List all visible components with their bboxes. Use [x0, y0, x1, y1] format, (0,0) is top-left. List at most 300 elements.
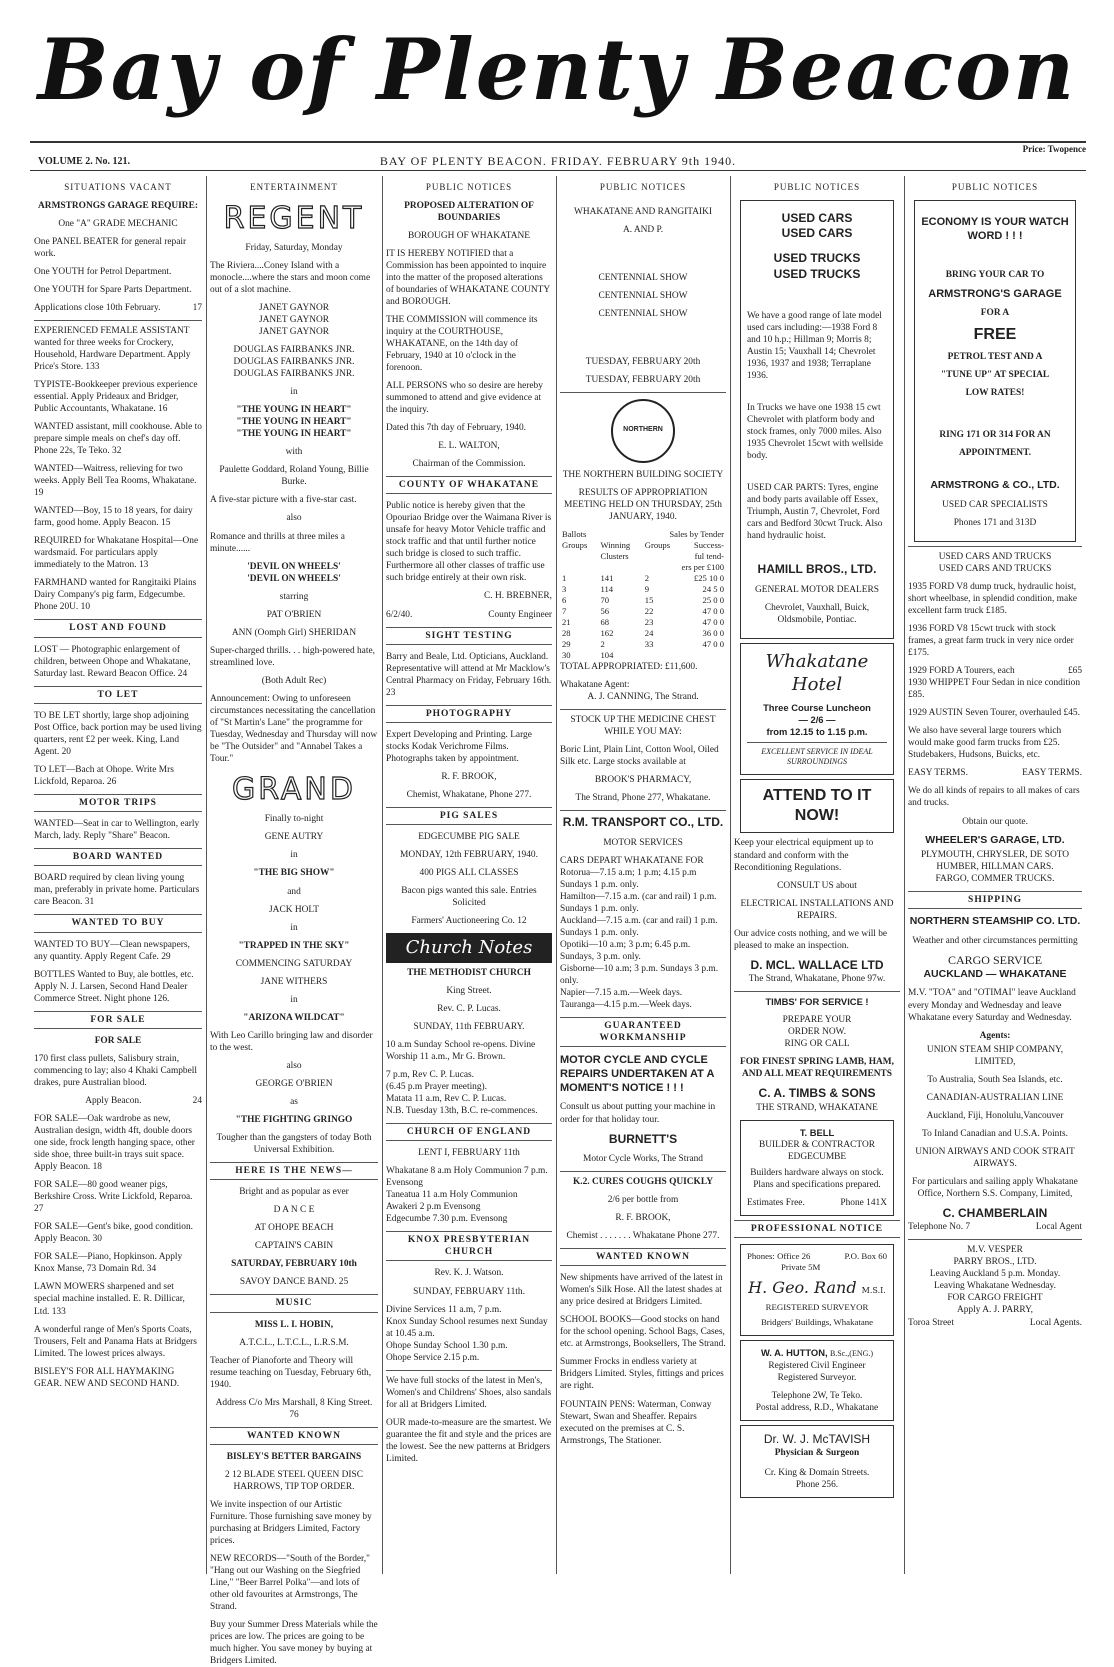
- notice-text: Bacon pigs wanted this sale. Entries Solicited: [401, 886, 537, 909]
- church-text: (6.45 p.m Prayer meeting).: [386, 1081, 488, 1092]
- car-listing: 1929 AUSTIN Seven Tourer, overhauled £45.: [908, 708, 1080, 719]
- column-divider: [556, 176, 557, 1574]
- table-cell: 33: [644, 638, 654, 649]
- ad-text: EDGECUMBE: [787, 1151, 847, 1162]
- notice-text: County Engineer: [488, 609, 552, 620]
- listing-text: also: [286, 1060, 302, 1071]
- ad-text: M.S.I.: [861, 1285, 886, 1295]
- ad-heading: HAMILL BROS., LTD.: [757, 562, 877, 577]
- listing-text: Announcement: Owing to unforeseen circumstances necessitating the cancellation of "St Martin's Lane" the programme for Tuesday, Wednesday and Thursday will now be "The Outsider" and "Annabel Takes a Tour.": [210, 693, 378, 764]
- column-public-notices-3: [734, 178, 900, 1573]
- listing-text: Buy your Summer Dress Materials while the prices are low. The prices are going to be much higher. You save money by buying at Bridgers Limited.: [210, 1620, 378, 1667]
- notice-text: We have full stocks of the latest in Men's, Women's and Childrens' Shoes, also sandals for all at Bridgers Limited.: [386, 1375, 552, 1410]
- section-heading: PUBLIC NOTICES: [599, 182, 687, 192]
- ad-text: EASY TERMS.: [908, 768, 968, 779]
- ad-text: Auckland, Fiji, Honolulu,Vancouver: [926, 1110, 1064, 1121]
- table-cell: 9: [644, 583, 650, 594]
- ad-text: UNION STEAM SHIP COMPANY, LIMITED,: [926, 1044, 1064, 1067]
- listing-text: Teacher of Pianoforte and Theory will resume teaching on Tuesday, February 6th, 1940.: [210, 1355, 372, 1390]
- section-heading: WANTED TO BUY: [34, 914, 202, 932]
- ad-heading: Dr. W. J. McTAVISH: [763, 1431, 871, 1446]
- listing-text: DOUGLAS FAIRBANKS JNR.: [233, 345, 355, 356]
- newspaper-title: Bay of Plenty Beacon: [37, 20, 1077, 119]
- section-heading: WANTED KNOWN: [210, 1427, 378, 1445]
- table-cell: 7: [562, 605, 567, 616]
- church-text: Rev. K. J. Watson.: [434, 1268, 504, 1279]
- notice-text: 2/6 per bottle from: [607, 1194, 679, 1205]
- notice-text: THE COMMISSION will commence its inquiry at the COURTHOUSE, WHAKATANE, on the 14th day of February, 1940 at 10 o'clock in the forenoon.: [386, 314, 538, 373]
- listing-text: Romance and thrills at three miles a minute......: [210, 531, 345, 554]
- ad-text: THE STRAND, WHAKATANE: [756, 1102, 878, 1113]
- classified-ad: WANTED TO BUY—Clean newspapers, any quantity. Apply Regent Cafe.: [34, 939, 190, 962]
- ad-text: B.Sc.,(ENG.): [829, 1348, 874, 1358]
- church-text: Rev. C. P. Lucas.: [437, 1003, 501, 1014]
- ad-heading: ARMSTRONG & CO., LTD.: [930, 479, 1060, 492]
- notice-text: Motor Cycle Works, The Strand: [583, 1153, 703, 1164]
- listing-text: with: [285, 447, 303, 458]
- table-cell: 24: [644, 627, 654, 638]
- table-row: [560, 584, 726, 595]
- hotel-name: Whakatane Hotel: [765, 650, 869, 695]
- notice-heading: MOTOR CYCLE AND CYCLE REPAIRS UNDERTAKEN AT A MOMENT'S NOTICE ! ! !: [560, 1054, 714, 1095]
- listing-text: NEW RECORDS—"South of the Border," "Hang out our Washing on the Siegfried Line," "Beer Barrel Polka"—and lots of other old favourites at Armstrongs, The Strand.: [210, 1554, 370, 1613]
- ad-text: EASY TERMS.: [1022, 768, 1082, 779]
- table-row: [560, 573, 726, 584]
- notice-text: CENTENNIAL SHOW: [598, 272, 688, 283]
- table-cell: 162: [600, 627, 614, 638]
- ad-heading: USED TRUCKS: [773, 251, 861, 266]
- ad-number: 133: [85, 361, 100, 372]
- column-divider: [382, 176, 383, 1574]
- church-text: King Street.: [446, 985, 492, 996]
- section-heading: PUBLIC NOTICES: [425, 182, 513, 192]
- church-text: N.B. Tuesday 13th, B.C. re-commences.: [386, 1105, 538, 1116]
- listing-text: JANET GAYNOR: [258, 303, 330, 314]
- ad-text: FOR CARGO FREIGHT: [947, 1293, 1043, 1304]
- classified-ad: BOTTLES Wanted to Buy, ale bottles, etc. Apply N. J. Larsen, Second Hand Dealer Commerce Street. Night phone 126.: [34, 969, 194, 1004]
- section-heading: COUNTY OF WHAKATANE: [386, 476, 552, 494]
- table-row: [560, 606, 726, 617]
- church-heading: CHURCH OF ENGLAND: [386, 1123, 552, 1141]
- notice-text: FOUNTAIN PENS: Waterman, Conway Stewart, Swan and Sheaffer. Repairs executed on the premises at C. S. Armstrongs, The Stationer.: [560, 1399, 712, 1446]
- column-divider: [730, 176, 731, 1574]
- ad-text: GENERAL MOTOR DEALERS: [755, 584, 879, 595]
- notice-text: Summer Frocks in endless variety at Bridgers Limited. Styles, fittings and prices are right.: [560, 1357, 724, 1392]
- regent-logo: REGENT: [223, 200, 365, 236]
- ad-number: 30: [92, 1234, 102, 1245]
- church-text: SUNDAY, 11th FEBRUARY.: [413, 1021, 525, 1032]
- section-heading: FOR SALE: [34, 1011, 202, 1029]
- ad-text: from 12.15 to 1.15 p.m.: [766, 726, 868, 738]
- ad-number: 34: [146, 1264, 157, 1275]
- ad-text: P.O. Box 60: [844, 1251, 887, 1262]
- ad-number: 15: [161, 518, 171, 529]
- ad-heading: M.V. VESPER: [967, 1245, 1023, 1256]
- notice-text: Chairman of the Commission.: [412, 459, 526, 470]
- ad-text: Private 5M: [781, 1262, 821, 1273]
- schedule-line: CARS DEPART WHAKATANE FOR Rotorua—7.15 a.m; 1 p.m; 4.15 p.m Sundays 1 p.m. only.: [560, 855, 704, 890]
- table-cell: [643, 650, 681, 661]
- ad-text: PLYMOUTH, CHRYSLER, DE SOTO HUMBER, HILLMAN CARS.: [920, 849, 1070, 872]
- church-heading: KNOX PRESBYTERIAN CHURCH: [386, 1231, 552, 1261]
- classified-ad: WANTED—Boy, 15 to 18 years, for dairy farm, good home. Apply Beacon.: [34, 506, 193, 529]
- ad-text: USED CAR PARTS: Tyres, engine and body parts available off Essex, Triumph, Austin 7, Chevrolet, Ford cars and Bedford 30cwt Truck. Also hand hydraulic hoist.: [747, 483, 883, 542]
- ad-text: Builders hardware always on stock. Plans and specifications prepared.: [750, 1167, 884, 1190]
- notice-text: New shipments have arrived of the latest in Women's Silk Hose. All the latest shades at any price desired at Bridgers Limited.: [560, 1273, 723, 1308]
- table-cell: [681, 650, 726, 661]
- section-heading: BOARD WANTED: [34, 848, 202, 866]
- film-title: "THE YOUNG IN HEART": [236, 429, 352, 440]
- table-cell: 24 5 0: [702, 583, 724, 594]
- notice-text: R. F. BROOK,: [441, 772, 497, 783]
- table-row: [560, 650, 726, 661]
- table-cell: 47 0 0: [702, 638, 724, 649]
- ad-text: To Inland Canadian and U.S.A. Points.: [922, 1128, 1068, 1139]
- ad-number: 133: [51, 1306, 66, 1317]
- ad-text: We have a good range of late model used cars including:—1938 Ford 8 and 10 h.p.; Hillman 9; Morris 8; Austin 15; Vauxhall 14; Chevrolet 1936, 1937 and 1938; Terraplane 1936.: [747, 310, 882, 382]
- classified-ad: LOST — Photographic enlargement of children, between Ohope and Whakatane, Saturday last. Reward Beacon Office.: [34, 644, 191, 679]
- church-text: Matata 11 a.m, Rev C. P. Lucas.: [386, 1093, 507, 1104]
- classified-ad: BOARD required by clean living young man, preferably in private home. Particulars care Beacon.: [34, 873, 200, 908]
- ad-text: Phones:: [747, 1251, 775, 1262]
- listing-text: CAPTAIN'S CABIN: [254, 1241, 334, 1252]
- volume-number: VOLUME 2. No. 121.: [38, 156, 131, 167]
- ballot-table: [560, 529, 726, 661]
- ad-text: Obtain our quote.: [962, 816, 1028, 827]
- ad-heading: ATTEND TO IT NOW!: [740, 779, 894, 834]
- ad-text: PARRY BROS., LTD.: [953, 1257, 1037, 1268]
- car-listing: We also have several large tourers which would make good farm trucks from £25. Studebakers, Hudsons, Buicks, etc.: [908, 726, 1062, 761]
- ad-number: 24: [192, 1096, 202, 1107]
- dateline-rule: [30, 170, 1086, 171]
- notice-text: TUESDAY, FEBRUARY 20th: [585, 356, 701, 367]
- notice-text: Consult us about putting your machine in order for that holiday tour.: [560, 1102, 716, 1125]
- table-cell: 104: [600, 649, 614, 660]
- table-header: Groups: [562, 539, 588, 550]
- listing-text: SATURDAY, FEBRUARY 10th: [231, 1259, 357, 1270]
- ad-text: Toroa Street: [908, 1317, 954, 1328]
- table-header: Ballots: [562, 528, 587, 539]
- classified-ad: EXPERIENCED FEMALE ASSISTANT wanted for three weeks for Crockery, Household, Hardware Department. Apply Price's Store.: [34, 325, 191, 372]
- section-heading: GUARANTEED WORKMANSHIP: [560, 1017, 726, 1047]
- ad-text: CANADIAN-AUSTRALIAN LINE: [926, 1092, 1064, 1103]
- notice-text: Farmers' Auctioneering Co.: [411, 916, 515, 927]
- listing-text: With Leo Carillo bringing law and disorder to the west.: [210, 1030, 373, 1053]
- classified-ad: TYPISTE-Bookkeeper previous experience essential. Apply Prideaux and Bridger, Public Accountants, Whakatane.: [34, 379, 198, 414]
- notice-heading: K.2. CURES COUGHS QUICKLY: [572, 1176, 714, 1187]
- notice-text: A. J. CANNING, The Strand.: [587, 691, 699, 702]
- church-text: 7 p.m, Rev C. P. Lucas.: [386, 1069, 475, 1080]
- church-text: Awakeri 2 p.m Evensong: [386, 1202, 481, 1213]
- table-cell: 2: [644, 572, 650, 583]
- section-heading: PUBLIC NOTICES: [951, 182, 1039, 192]
- listing-text: GENE AUTRY: [264, 832, 324, 843]
- listing-text: Address C/o Mrs Marshall, 8 King Street.: [215, 1397, 373, 1408]
- notice-heading: PROPOSED ALTERATION OF BOUNDARIES: [404, 200, 534, 223]
- ad-text: REGISTERED SURVEYOR: [765, 1302, 869, 1312]
- section-heading: SITUATIONS VACANT: [64, 182, 172, 192]
- ad-text: FARGO, COMMER TRUCKS.: [935, 874, 1055, 885]
- listing-text: Friday, Saturday, Monday: [245, 242, 343, 253]
- northern-logo: [611, 399, 675, 463]
- ad-text: "TUNE UP" AT SPECIAL: [940, 370, 1050, 381]
- ad-number: 29: [161, 951, 171, 962]
- ad-text: Phone 256.: [795, 1480, 839, 1491]
- ad-text: Registered Civil Engineer: [768, 1360, 866, 1371]
- masthead: [0, 0, 1114, 140]
- film-title: "THE BIG SHOW": [253, 868, 335, 879]
- classified-ad: FOR SALE—Gent's bike, good condition. Apply Beacon.: [34, 1222, 193, 1245]
- film-title: "THE YOUNG IN HEART": [236, 417, 352, 428]
- notice-text: Boric Lint, Plain Lint, Cotton Wool, Oiled Silk etc. Large stocks available at: [560, 745, 719, 768]
- ad-text: One YOUTH for Spare Parts Department.: [34, 284, 192, 295]
- notice-text: MONDAY, 12th FEBRUARY, 1940.: [400, 850, 538, 861]
- section-heading: PUBLIC NOTICES: [773, 182, 861, 192]
- section-heading: PIG SALES: [386, 807, 552, 825]
- ad-number: 76: [289, 1409, 299, 1420]
- ad-text: BRING YOUR CAR TO: [945, 269, 1045, 280]
- ad-text: Registered Surveyor.: [777, 1372, 857, 1383]
- listing-text: Super-charged thrills. . . high-powered hate, streamlined love.: [210, 645, 375, 668]
- notice-text: BROOK'S PHARMACY,: [594, 775, 692, 786]
- notice-text: MOTOR SERVICES: [603, 837, 683, 848]
- ad-heading: USED TRUCKS: [773, 266, 861, 281]
- ad-number: 12: [517, 916, 527, 927]
- church-text: Knox Sunday School resumes next Sunday at 10.45 a.m.: [386, 1316, 548, 1339]
- listing-text: as: [290, 1096, 298, 1107]
- ad-heading: AUCKLAND — WHAKATANE: [923, 968, 1067, 981]
- table-cell: 141: [600, 572, 614, 583]
- ad-text: Phone 141X: [840, 1197, 887, 1208]
- notice-text: WHAKATANE AND RANGITAIKI: [573, 206, 713, 217]
- column-divider: [904, 176, 905, 1574]
- classified-ad: WANTED assistant, mill cookhouse. Able to prepare simple meals on chef's day off. Phone 22s, Te Teko.: [34, 421, 202, 457]
- ad-heading: C. CHAMBERLAIN: [942, 1205, 1048, 1220]
- classified-ad: TO BE LET shortly, large shop adjoining Post Office, back portion may be used living quarters, rent £2 per week. King, Land Agent.: [34, 710, 202, 757]
- notice-text: TOTAL APPROPRIATED: £11,600.: [560, 661, 698, 672]
- car-listing: 1935 FORD V8 dump truck, hydraulic hoist, short wheelbase, in splendid condition, make excellent farm truck £185.: [908, 582, 1077, 617]
- car-listing: 1930 WHIPPET Four Sedan in nice condition £85.: [908, 678, 1081, 701]
- listing-text: GEORGE O'BRIEN: [255, 1078, 333, 1089]
- ad-text: PREPARE YOUR: [782, 1015, 852, 1026]
- listing-text: also: [286, 513, 302, 524]
- film-title: 'DEVIL ON WHEELS': [247, 561, 341, 572]
- notice-text: R. F. BROOK,: [615, 1213, 671, 1223]
- schedule-line: Opotiki—10 a.m; 3 p.m; 6.45 p.m. Sundays, 3 p.m. only.: [560, 939, 691, 962]
- classified-ad: FOR SALE—Piano, Hopkinson. Apply Knox Manse, 73 Domain Rd.: [34, 1252, 183, 1275]
- listing-text: 2 12 BLADE STEEL QUEEN DISC HARROWS, TIP TOP ORDER.: [225, 1469, 363, 1492]
- notice-text: C. H. BREBNER,: [484, 591, 552, 602]
- listing-text: Finally to-night: [264, 814, 324, 825]
- listing-text: and: [287, 886, 301, 897]
- listing-text: A five-star picture with a five-star cast.: [210, 495, 357, 506]
- section-heading: SIGHT TESTING: [386, 627, 552, 645]
- classified-ad: REQUIRED for Whakatane Hospital—One wardsmaid. For particulars apply immediately to the Matron.: [34, 536, 199, 571]
- table-header: ers per £100: [681, 561, 724, 572]
- ad-text: M.V. "TOA" and "OTIMAI" leave Auckland every Monday and Wednesday and leave Whakatane every Saturday and Wednesday.: [908, 988, 1076, 1023]
- masthead-rule: [30, 141, 1086, 143]
- ad-heading: C. A. TIMBS & SONS: [758, 1086, 876, 1101]
- ad-heading: W. A. HUTTON,: [760, 1346, 828, 1358]
- ad-heading: USED CARS AND TRUCKS: [938, 563, 1052, 574]
- ad-text: Estimates Free.: [747, 1197, 805, 1208]
- ad-text: The Strand, Whakatane, Phone 97w.: [748, 974, 886, 985]
- issue-date: BAY OF PLENTY BEACON. FRIDAY. FEBRUARY 9th 1940.: [379, 154, 737, 168]
- ad-text: Leaving Whakatane Wednesday.: [934, 1281, 1056, 1292]
- classified-ad: FOR SALE—Oak wardrobe as new, Australian design, width 4ft, double doors one side, frock length hanging space, other side shoe, three built-in trays suit space. Apply Beacon.: [34, 1114, 195, 1173]
- table-cell: 70: [600, 594, 610, 605]
- issue-price: Price: Twopence: [1022, 144, 1086, 154]
- ad-heading: T. BELL: [799, 1126, 835, 1138]
- notice-text: A. AND P.: [622, 224, 664, 235]
- ad-text: BUILDER & CONTRACTOR: [759, 1139, 875, 1150]
- schedule-line: Tauranga—4.15 p.m.—Week days.: [560, 999, 692, 1010]
- listing-text: Tougher than the gangsters of today Both Universal Exhibition.: [216, 1132, 372, 1155]
- ad-text: UNION AIRWAYS AND COOK STRAIT AIRWAYS.: [915, 1146, 1075, 1169]
- ad-number: 31: [84, 897, 95, 908]
- listing-text: in: [290, 994, 298, 1005]
- table-cell: 2: [600, 638, 605, 649]
- classified-ad: 170 first class pullets, Salisbury strain, commencing to lay; also 4 Khaki Campbell drakes, pure Australian blood.: [34, 1053, 197, 1089]
- column-entertainment: [210, 178, 378, 1667]
- ad-text: — 2/6 —: [798, 714, 836, 725]
- ad-heading: USED CARS: [781, 210, 853, 225]
- notice-text: EDGECUMBE PIG SALE: [418, 832, 520, 843]
- column-classifieds: [34, 178, 202, 1573]
- notice-text: CENTENNIAL SHOW: [598, 308, 688, 319]
- table-cell: 6: [562, 594, 567, 605]
- listing-text: in: [290, 850, 298, 861]
- table-row: [560, 595, 726, 606]
- table-cell: 30: [562, 649, 571, 660]
- notice-text: Expert Developing and Printing. Large stocks Kodak Verichrome Films. Photographs taken by appointment.: [386, 729, 532, 765]
- table-row: [560, 639, 726, 650]
- listing-text: JANET GAYNOR: [258, 315, 330, 326]
- classified-ad: TO LET—Bach at Ohope. Write Mrs Lickfold, Reparoa.: [34, 764, 174, 787]
- ad-text: EXCELLENT SERVICE IN IDEAL SURROUNDINGS: [761, 747, 873, 767]
- ad-text: PETROL TEST AND A: [947, 352, 1043, 363]
- ad-number: 17: [192, 302, 202, 313]
- table-cell: 1: [562, 572, 567, 583]
- ad-text: Apply Beacon.: [85, 1096, 142, 1107]
- section-heading: WANTED KNOWN: [560, 1248, 726, 1266]
- classified-ad: A wonderful range of Men's Sports Coats, Trousers, Felt and Panama Hats at Bridgers Limited. The lowest prices always.: [34, 1324, 197, 1359]
- schedule-line: Napier—7.15 a.m.—Week days.: [560, 987, 683, 998]
- notice-text: BOROUGH OF WHAKATANE: [408, 230, 530, 241]
- classified-ad: BISLEY'S FOR ALL HAYMAKING GEAR. NEW AND SECOND HAND.: [34, 1366, 180, 1389]
- listing-text: SAVOY DANCE BAND.: [239, 1277, 337, 1288]
- ad-number: 10: [80, 602, 90, 613]
- listing-text: JACK HOLT: [269, 904, 319, 915]
- surveyor-name: H. Geo. Rand: [748, 1277, 857, 1297]
- notice-text: TUESDAY, FEBRUARY 20th: [585, 374, 701, 385]
- listing-text: Bright and as popular as ever: [239, 1187, 349, 1198]
- film-title: "THE FIGHTING GRINGO: [235, 1114, 353, 1125]
- notice-text: Public notice is hereby given that the Opouriao Bridge over the Waimana River is unsafe for heavy Motor Vehicle traffic and stock traffic and that until further notice such bridge is closed to such traffic. Furthermore all other classes of traffic use such bridge entirely at their own risk.: [386, 501, 552, 584]
- listing-text: in: [290, 922, 298, 933]
- table-cell: 21: [562, 616, 571, 627]
- church-text: Taneatua 11 a.m Holy Communion: [386, 1190, 518, 1201]
- film-title: "ARIZONA WILDCAT": [243, 1012, 345, 1023]
- church-notes-banner: Church Notes: [386, 933, 552, 962]
- ad-text: ORDER NOW.: [788, 1027, 846, 1038]
- car-price: £65: [1067, 666, 1082, 677]
- film-title: 'DEVIL ON WHEELS': [247, 573, 341, 584]
- ad-heading: FOR SALE: [94, 1035, 142, 1046]
- listing-text: JANE WITHERS: [260, 976, 328, 987]
- ad-text: Postal address, R.D., Whakatane: [755, 1402, 879, 1413]
- table-cell: 3: [562, 583, 567, 594]
- table-header: ful tend-: [694, 550, 724, 561]
- ad-number: 18: [92, 1162, 102, 1173]
- logo-text: NORTHERN: [623, 426, 663, 434]
- ad-heading: TIMBS' FOR SERVICE !: [765, 996, 869, 1008]
- ad-text: Our advice costs nothing, and we will be pleased to make an inspection.: [734, 928, 888, 951]
- table-cell: 47 0 0: [702, 605, 724, 616]
- notice-text: OUR made-to-measure are the smartest. We guarantee the fit and style and the prices are the lowest. See the new patterns at Bridgers Limited.: [386, 1417, 552, 1464]
- notice-text: E. L. WALTON,: [438, 441, 500, 452]
- classified-ad: FARMHAND wanted for Rangitaiki Plains Dairy Company's pig farm, Edgecumbe. Phone 20U.: [34, 578, 197, 613]
- classified-ad: WANTED—Waitress, relieving for two weeks. Apply Bell Tea Rooms, Whakatane.: [34, 464, 197, 487]
- ad-text: CONSULT US about: [777, 880, 857, 891]
- ad-text: Bridgers' Buildings, Whakatane: [760, 1317, 874, 1328]
- classified-ad: FOR SALE—80 good weaner pigs, Berkshire Cross. Write Lickfold, Reparoa.: [34, 1180, 193, 1203]
- notice-text: 6/2/40.: [386, 609, 413, 620]
- ad-text: One "A" GRADE MECHANIC: [58, 218, 178, 229]
- ad-heading: USED CARS: [781, 225, 853, 240]
- ad-text: APPOINTMENT.: [959, 448, 1031, 459]
- ad-heading: CARGO SERVICE: [947, 952, 1043, 967]
- ad-text: To Australia, South Sea Islands, etc.: [927, 1074, 1063, 1085]
- listing-text: (Both Adult Rec): [261, 675, 327, 686]
- listing-text: The Riviera....Coney Island with a monocle....where the stars and moon come out of a slot machine.: [210, 260, 371, 295]
- ad-text: For particulars and sailing apply Whakatane Office, Northern S.S. Company, Limited,: [912, 1176, 1078, 1199]
- ad-heading: WHEELER'S GARAGE, LTD.: [925, 833, 1065, 846]
- table-cell: 47 0 0: [702, 616, 724, 627]
- classified-ad: WANTED—Seat in car to Wellington, early March, lady. Reply "Share" Beacon.: [34, 819, 200, 842]
- notice-heading: THE NORTHERN BUILDING SOCIETY: [562, 469, 724, 480]
- notice-text: Whakatane Agent:: [560, 679, 630, 690]
- column-public-notices-1: [386, 178, 552, 1573]
- ad-text: Local Agent: [1035, 1222, 1082, 1233]
- ad-text: Local Agents.: [1029, 1317, 1082, 1328]
- ad-number: 13: [138, 560, 149, 571]
- notice-text: The Strand, Phone 277, Whakatane.: [575, 793, 711, 804]
- film-title: "THE YOUNG IN HEART": [236, 405, 352, 416]
- classified-ad: LAWN MOWERS sharpened and set special machine installed. E. R. Dillicar, Ltd.: [34, 1282, 185, 1317]
- listing-text: Paulette Goddard, Roland Young, Billie Burke.: [219, 465, 369, 488]
- ad-text: Applications close 10th February.: [34, 302, 161, 313]
- ad-text: Apply A. J. PARRY,: [956, 1305, 1034, 1316]
- dateline: [30, 144, 1086, 168]
- ad-text: One PANEL BEATER for general repair work.: [34, 236, 187, 259]
- table-cell: £25 10 0: [693, 572, 724, 583]
- listing-text: AT OHOPE BEACH: [254, 1223, 334, 1234]
- notice-text: Barry and Beale, Ltd. Opticians, Auckland. Representative will attend at Mr Macklow's Central Pharmacy on Friday, February 16th.: [386, 651, 552, 686]
- car-listing: 1936 FORD V8 15cwt truck with stock frames, a great farm truck in very nice order £175.: [908, 624, 1074, 659]
- listing-text: starring: [279, 591, 309, 602]
- ad-number: 24: [177, 668, 188, 679]
- ad-heading: USED CARS AND TRUCKS: [938, 551, 1052, 562]
- ad-heading: ARMSTRONG'S GARAGE: [928, 287, 1062, 300]
- ad-number: 16: [158, 403, 168, 414]
- ad-number: 19: [34, 488, 44, 499]
- church-text: Whakatane 8 a.m Holy Communion 7 p.m. Evensong: [386, 1166, 548, 1189]
- ad-number: 32: [112, 446, 122, 457]
- ad-text: Weather and other circumstances permitting: [912, 935, 1078, 946]
- table-cell: 68: [600, 616, 610, 627]
- listing-text: MISS L. I. HOBIN,: [254, 1319, 334, 1330]
